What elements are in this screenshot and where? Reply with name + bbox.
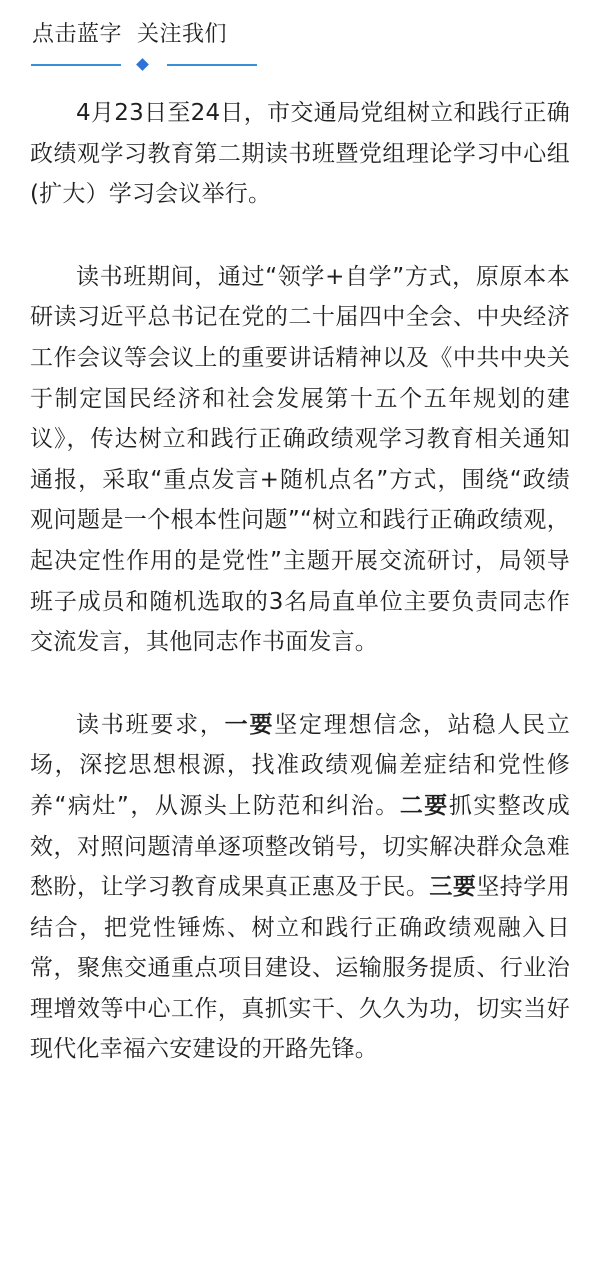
header-divider-left	[31, 64, 121, 66]
diamond-icon	[136, 58, 149, 71]
point-3-text: 坚持学用结合，把党性锤炼、树立和践行正确政绩观融入日常，聚焦交通重点项目建设、运输服务提质、行业治理增效等中心工作，真抓实干、久久为功，切实当好现代化幸福六安建设的开路先锋。	[30, 874, 570, 1063]
paragraph-study-activities: 读书班期间，通过“领学+自学”方式，原原本本研读习近平总书记在党的二十届四中全会、中央经济工作会议等会议上的重要讲话精神以及《中共中央关于制定国民经济和社会发展第十五个五年规划的建议》，传达树立和践行正确政绩观学习教育相关通知通报，采取“重点发言+随机点名”方式，围绕“政绩观问题是一个根本性问题”“树立和践行正确政绩观，起决定性作用的是党性”主题开展交流研讨，局领导班子成员和随机选取的3名局直单位主要负责同志作交流发言，其他同志作书面发言。	[30, 263, 570, 656]
follow-us-title[interactable]: 点击蓝字 关注我们	[32, 22, 227, 47]
point-2-text: 抓实整改成效，对照问题清单逐项整改销号，切实解决群众急难愁盼，让学习教育成果真正惠及于民。	[30, 792, 571, 901]
paragraph-requirements	[30, 705, 570, 1070]
requirements-intro: 读书班要求，	[76, 711, 225, 738]
header-banner	[0, 0, 600, 80]
point-1-label: 一要	[224, 711, 275, 738]
paragraph-event-intro: 4月23日至24日，市交通局党组树立和践行正确政绩观学习教育第二期读书班暨党组理论学习中心组(扩大）学习会议举行。	[30, 100, 570, 208]
point-2-label: 二要	[399, 792, 449, 819]
point-3-label: 三要	[429, 874, 477, 901]
header-divider-right	[167, 64, 257, 66]
point-1-text: 坚定理想信念，站稳人民立场，深挖思想根源，找准政绩观偏差症结和党性修养“病灶”，从源头上防范和纠治。	[30, 711, 570, 819]
article-body	[30, 93, 570, 1070]
